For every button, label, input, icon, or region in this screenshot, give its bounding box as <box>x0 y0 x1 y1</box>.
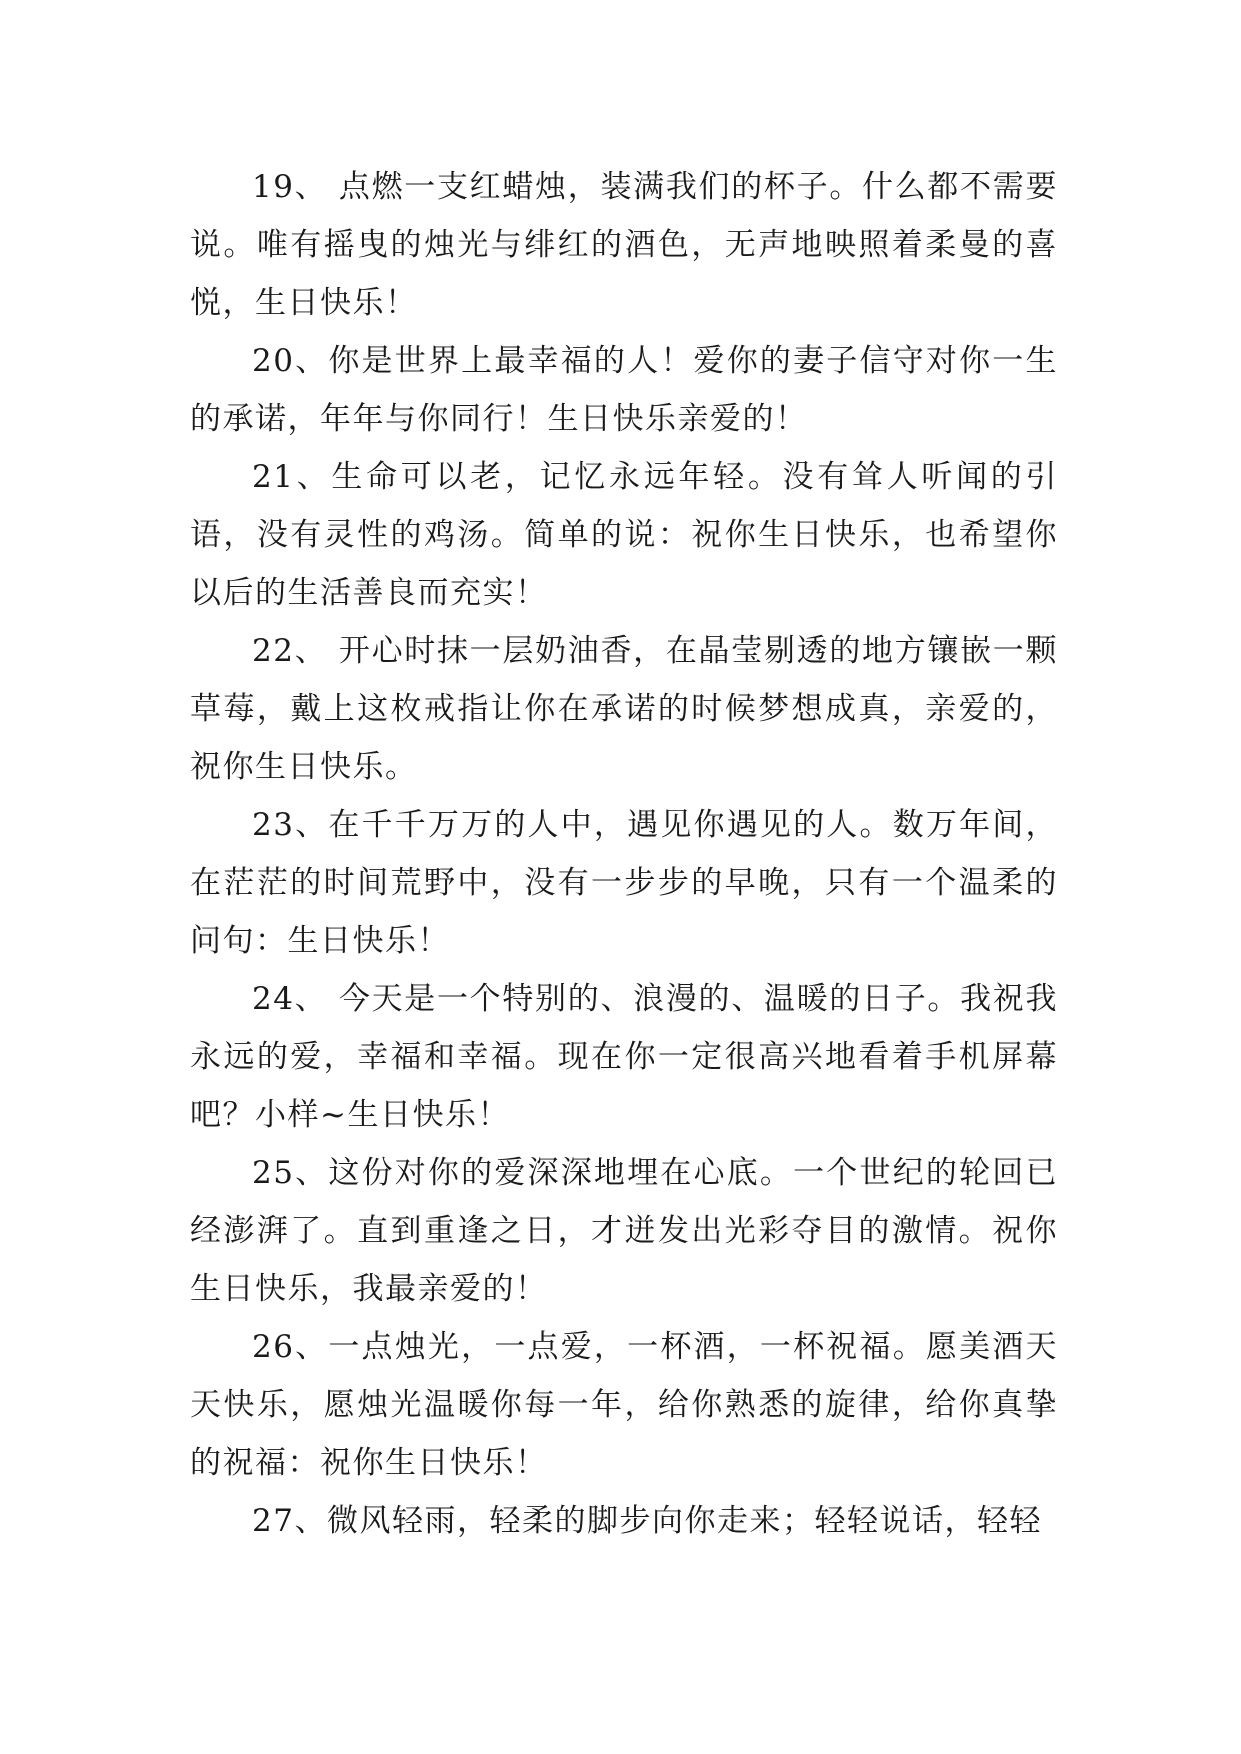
paragraph-25: 25、这份对你的爱深深地埋在心底。一个世纪的轮回已经澎湃了。直到重逢之日，才迸发出光彩夺目的激情。祝你生日快乐，我最亲爱的！ <box>190 1155 1058 1307</box>
paragraph-19: 19、 点燃一支红蜡烛，装满我们的杯子。什么都不需要说。唯有摇曳的烛光与绯红的酒色，无声地映照着柔曼的喜悦，生日快乐！ <box>190 169 1058 321</box>
document-body <box>190 158 1058 1550</box>
paragraph-23: 23、在千千万万的人中，遇见你遇见的人。数万年间，在茫茫的时间荒野中，没有一步步的早晚，只有一个温柔的问句：生日快乐！ <box>190 807 1058 959</box>
paragraph-22: 22、 开心时抹一层奶油香，在晶莹剔透的地方镶嵌一颗草莓，戴上这枚戒指让你在承诺的时候梦想成真，亲爱的，祝你生日快乐。 <box>190 633 1058 785</box>
paragraph-20: 20、你是世界上最幸福的人！爱你的妻子信守对你一生的承诺，年年与你同行！生日快乐亲爱的！ <box>190 343 1058 437</box>
paragraph-26: 26、一点烛光，一点爱，一杯酒，一杯祝福。愿美酒天天快乐，愿烛光温暖你每一年，给你熟悉的旋律，给你真挚的祝福：祝你生日快乐！ <box>190 1329 1058 1481</box>
paragraph-24: 24、 今天是一个特别的、浪漫的、温暖的日子。我祝我永远的爱，幸福和幸福。现在你一定很高兴地看着手机屏幕吧？小样~生日快乐！ <box>190 981 1058 1133</box>
paragraph-21: 21、生命可以老，记忆永远年轻。没有耸人听闻的引语，没有灵性的鸡汤。简单的说：祝你生日快乐，也希望你以后的生活善良而充实！ <box>190 459 1058 611</box>
paragraph-27: 27、微风轻雨，轻柔的脚步向你走来；轻轻说话，轻轻 <box>252 1503 1042 1539</box>
